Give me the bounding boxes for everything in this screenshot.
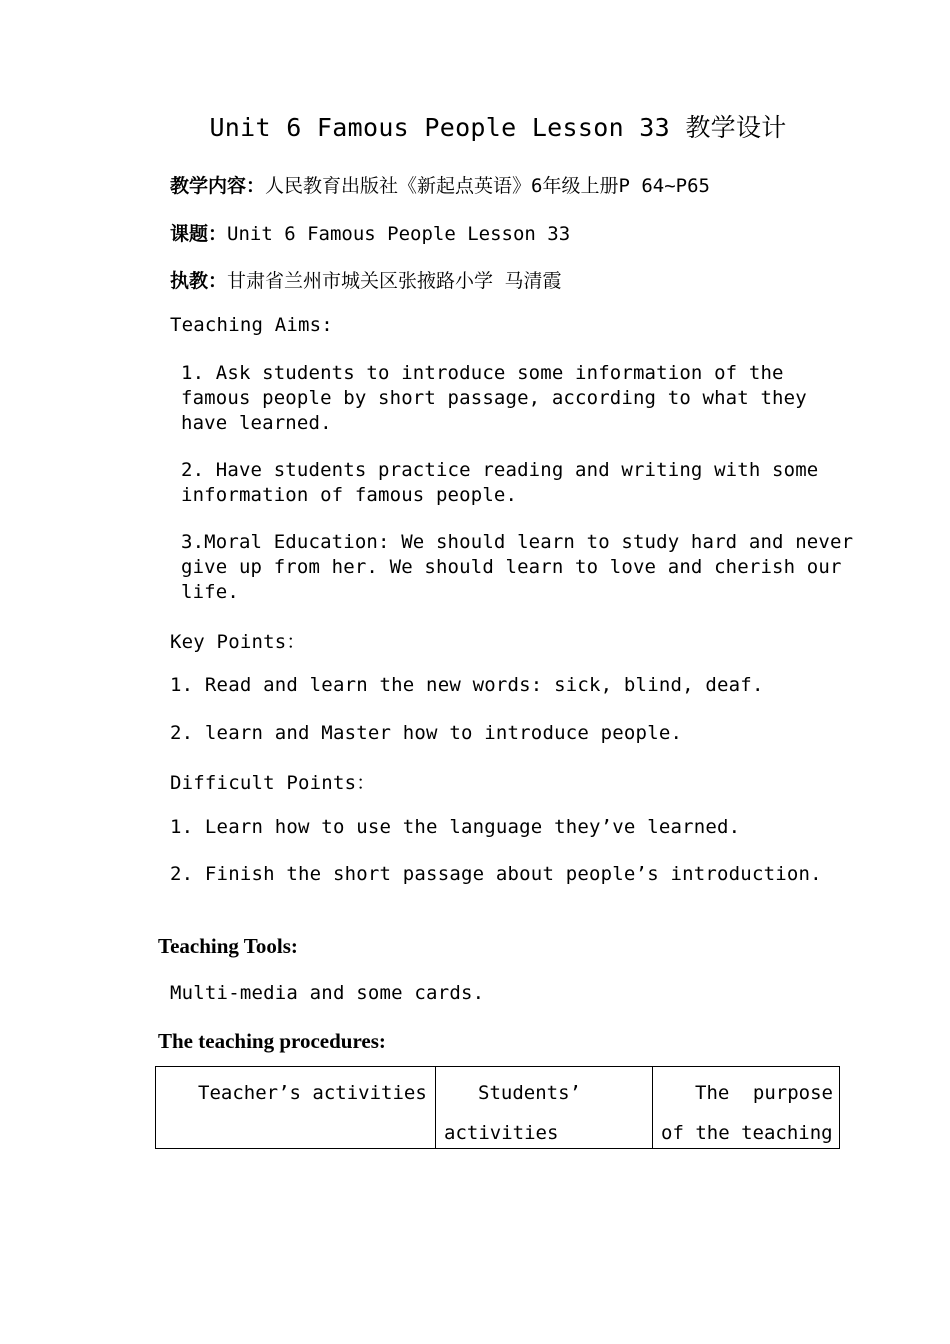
teaching-aim-item: 3.Moral Education: We should learn to study hard and never give up from her. We should learn to love and cherish our life. xyxy=(181,531,854,603)
teaching-aim-item: 1. Ask students to introduce some information of the famous people by short passage, according to what they have learned. xyxy=(181,362,807,434)
key-point-item: 1. Read and learn the new words: sick, blind, deaf. xyxy=(170,674,764,696)
difficult-point-item: 2. Finish the short passage about people’s introduction. xyxy=(170,863,822,885)
teacher-value: 甘肃省兰州市城关区张掖路小学 马清霞 xyxy=(227,270,562,292)
procedures-heading: The teaching procedures: xyxy=(158,1029,386,1053)
procedures-table xyxy=(155,1066,840,1149)
table-column-divider xyxy=(435,1067,436,1148)
table-column-divider xyxy=(652,1067,653,1148)
key-point-item: 2. learn and Master how to introduce people. xyxy=(170,722,683,744)
teacher-line xyxy=(170,266,561,293)
content-label: 教学内容： xyxy=(170,175,266,197)
content-line xyxy=(170,171,710,198)
topic-label: 课题： xyxy=(170,223,228,245)
document-title: Unit 6 Famous People Lesson 33 教学设计 xyxy=(209,113,787,142)
teacher-label: 执教： xyxy=(170,270,228,292)
teaching-aims-heading: Teaching Aims: xyxy=(170,314,333,336)
key-points-heading: Key Points： xyxy=(170,631,306,653)
table-header-students: Students’ activities xyxy=(444,1082,581,1144)
difficult-points-heading: Difficult Points： xyxy=(170,772,376,794)
teaching-tools-value: Multi-media and some cards. xyxy=(170,982,485,1004)
topic-line xyxy=(170,219,570,246)
difficult-point-item: 1. Learn how to use the language they’ve learned. xyxy=(170,816,741,838)
table-header-teacher: Teacher’s activities xyxy=(198,1082,427,1104)
content-value: 人民教育出版社《新起点英语》6年级上册P 64~P65 xyxy=(265,175,710,197)
table-header-purpose: The purpose of the teaching xyxy=(661,1082,833,1144)
teaching-tools-heading: Teaching Tools: xyxy=(158,934,298,958)
topic-value: Unit 6 Famous People Lesson 33 xyxy=(227,223,571,245)
teaching-aim-item: 2. Have students practice reading and writing with some information of famous people. xyxy=(181,459,819,506)
